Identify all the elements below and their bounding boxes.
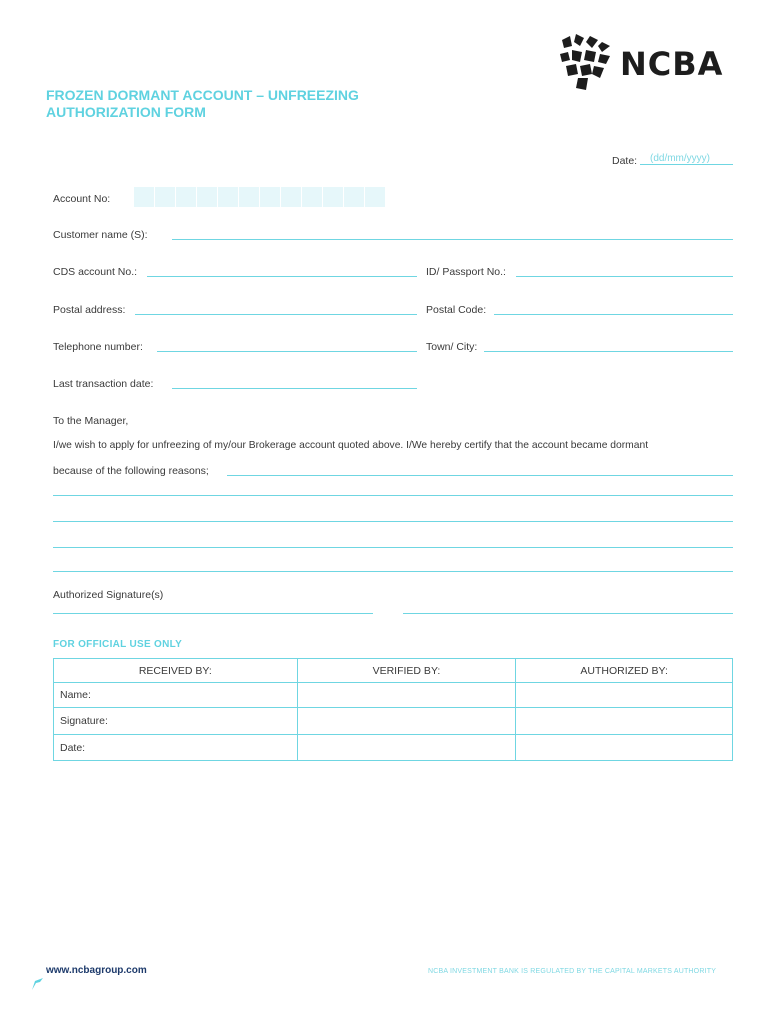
postal-code-field[interactable] [494,314,733,315]
arrow-up-right-icon [32,978,44,990]
account-digit-box[interactable] [260,187,280,207]
form-title [46,87,406,121]
logo-wordmark: NCBA [620,45,724,83]
account-digit-box[interactable] [365,187,385,207]
reasons-line[interactable] [227,475,733,476]
received-by-header: RECEIVED BY: [54,659,298,683]
salutation: To the Manager, [53,415,129,427]
form-title-line-1: FROZEN DORMANT ACCOUNT – UNFREEZING [46,87,359,103]
name-row-label[interactable]: Name: [54,683,298,708]
date-field[interactable] [640,164,733,165]
verified-name-cell[interactable] [297,683,516,708]
signature-field-1[interactable] [53,613,373,614]
ncba-tree-logo-icon [558,34,616,92]
account-digit-box[interactable] [176,187,196,207]
customer-name-field[interactable] [172,239,733,240]
date-row-label[interactable]: Date: [54,735,298,761]
account-digit-box[interactable] [344,187,364,207]
signature-field-2[interactable] [403,613,733,614]
account-digit-box[interactable] [239,187,259,207]
authorized-signature-cell[interactable] [516,708,733,735]
account-digit-box[interactable] [281,187,301,207]
authorized-date-cell[interactable] [516,735,733,761]
account-digit-box[interactable] [323,187,343,207]
verified-date-cell[interactable] [297,735,516,761]
official-use-table [53,658,733,761]
authorized-name-cell[interactable] [516,683,733,708]
reasons-line[interactable] [53,495,733,496]
table-row [54,708,733,735]
id-passport-field[interactable] [516,276,733,277]
table-row [54,683,733,708]
date-placeholder: (dd/mm/yyyy) [650,153,710,164]
verified-signature-cell[interactable] [297,708,516,735]
customer-name-label: Customer name (S): [53,229,148,241]
reasons-line[interactable] [53,571,733,572]
account-digit-box[interactable] [218,187,238,207]
last-transaction-label: Last transaction date: [53,378,154,390]
ncba-logo [558,34,734,92]
authorized-by-header: AUTHORIZED BY: [516,659,733,683]
account-no-label: Account No: [53,193,111,205]
reasons-line[interactable] [53,521,733,522]
telephone-field[interactable] [157,351,417,352]
reasons-line[interactable] [53,547,733,548]
account-digit-box[interactable] [134,187,154,207]
account-no-input[interactable] [134,187,386,207]
letter-body-line-1: I/we wish to apply for unfreezing of my/our Brokerage account quoted above. I/We hereby certify that the account became dormant [53,440,649,451]
last-transaction-field[interactable] [172,388,417,389]
footer-regulation-note: NCBA INVESTMENT BANK IS REGULATED BY THE CAPITAL MARKETS AUTHORITY [428,968,717,975]
official-use-heading: FOR OFFICIAL USE ONLY [53,639,183,650]
telephone-label: Telephone number: [53,341,143,353]
account-digit-box[interactable] [197,187,217,207]
cds-account-field[interactable] [147,276,417,277]
signature-label: Authorized Signature(s) [53,589,164,601]
id-passport-label: ID/ Passport No.: [426,266,506,278]
cds-account-label: CDS account No.: [53,266,138,278]
postal-address-label: Postal address: [53,304,126,316]
table-row [54,735,733,761]
town-city-label: Town/ City: [426,341,478,353]
account-digit-box[interactable] [155,187,175,207]
town-city-field[interactable] [484,351,733,352]
postal-code-label: Postal Code: [426,304,487,316]
date-label: Date: [612,155,638,167]
verified-by-header: VERIFIED BY: [297,659,516,683]
form-title-line-2: AUTHORIZATION FORM [46,104,206,120]
letter-body-line-2: because of the following reasons; [53,465,209,477]
table-header-row [54,659,733,683]
account-digit-box[interactable] [302,187,322,207]
postal-address-field[interactable] [135,314,417,315]
footer-website-link[interactable]: www.ncbagroup.com [46,965,147,976]
signature-row-label[interactable]: Signature: [54,708,298,735]
